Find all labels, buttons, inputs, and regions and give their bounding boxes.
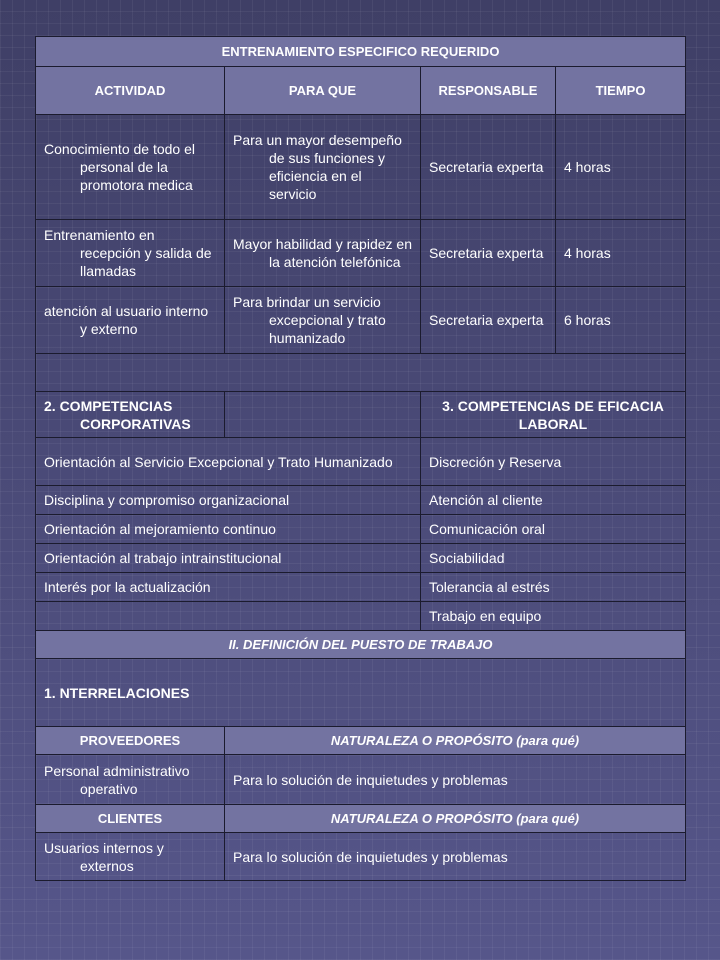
corporate-competency: Interés por la actualización xyxy=(36,573,421,602)
spacer-row xyxy=(36,354,686,392)
clients-purpose-header: NATURALEZA O PROPÓSITO (para qué) xyxy=(225,805,686,833)
suppliers-header: PROVEEDORES xyxy=(36,727,225,755)
efficacy-competency: Atención al cliente xyxy=(421,486,686,515)
col-header-responsable-text: RESPONSABLE xyxy=(438,83,538,98)
col-header-para-que: PARA QUE xyxy=(225,67,421,115)
client-cell: Usuarios internos y externos xyxy=(36,833,225,881)
table-row xyxy=(36,220,686,287)
cell-responsable: Secretaria experta xyxy=(421,220,556,287)
cell-tiempo: 6 horas xyxy=(556,287,686,354)
table-row xyxy=(36,573,686,602)
table-row xyxy=(36,486,686,515)
cell-tiempo: 4 horas xyxy=(556,220,686,287)
cell-responsable: Secretaria experta xyxy=(421,115,556,220)
supplier-purpose-cell: Para lo solución de inquietudes y problemas xyxy=(225,755,686,805)
clients-header: CLIENTES xyxy=(36,805,225,833)
efficacy-competency: Tolerancia al estrés xyxy=(421,573,686,602)
corporate-competency: Orientación al mejoramiento continuo xyxy=(36,515,421,544)
cell-para-que: Mayor habilidad y rapidez en la atención telefónica xyxy=(225,220,421,287)
cell-tiempo: 4 horas xyxy=(556,115,686,220)
corporate-competency xyxy=(36,602,421,631)
client-purpose-cell: Para lo solución de inquietudes y problemas xyxy=(225,833,686,881)
col-header-actividad: ACTIVIDAD xyxy=(36,67,225,115)
corporate-competencies-title: 2. COMPETENCIAS CORPORATIVAS xyxy=(36,392,225,438)
cell-responsable: Secretaria experta xyxy=(421,287,556,354)
efficacy-competency: Comunicación oral xyxy=(421,515,686,544)
table-row xyxy=(36,287,686,354)
col-header-responsable xyxy=(421,67,556,115)
empty-cell xyxy=(225,392,421,438)
supplier-cell: Personal administrativo operativo xyxy=(36,755,225,805)
table-row xyxy=(36,544,686,573)
efficacy-competency: Trabajo en equipo xyxy=(421,602,686,631)
training-title: ENTRENAMIENTO ESPECIFICO REQUERIDO xyxy=(36,37,686,67)
table-row xyxy=(36,438,686,486)
definition-title: II. DEFINICIÓN DEL PUESTO DE TRABAJO xyxy=(36,631,686,659)
table-row xyxy=(36,515,686,544)
suppliers-purpose-header: NATURALEZA O PROPÓSITO (para qué) xyxy=(225,727,686,755)
table-row xyxy=(36,833,686,881)
corporate-competency: Orientación al Servicio Excepcional y Trato Humanizado xyxy=(36,438,421,486)
cell-actividad: atención al usuario interno y externo xyxy=(36,287,225,354)
table-row xyxy=(36,115,686,220)
cell-para-que: Para brindar un servicio excepcional y trato humanizado xyxy=(225,287,421,354)
efficacy-competencies-title: 3. COMPETENCIAS DE EFICACIA LABORAL xyxy=(421,392,686,438)
corporate-competency: Disciplina y compromiso organizacional xyxy=(36,486,421,515)
table-row xyxy=(36,755,686,805)
col-header-tiempo: TIEMPO xyxy=(556,67,686,115)
cell-para-que: Para un mayor desempeño de sus funciones y eficiencia en el servicio xyxy=(225,115,421,220)
cell-actividad: Entrenamiento en recepción y salida de llamadas xyxy=(36,220,225,287)
cell-actividad: Conocimiento de todo el personal de la promotora medica xyxy=(36,115,225,220)
interrelations-title: 1. NTERRELACIONES xyxy=(36,659,686,727)
efficacy-competency: Sociabilidad xyxy=(421,544,686,573)
job-profile-table xyxy=(35,36,686,881)
table-row xyxy=(36,602,686,631)
efficacy-competency: Discreción y Reserva xyxy=(421,438,686,486)
corporate-competency: Orientación al trabajo intrainstitucional xyxy=(36,544,421,573)
